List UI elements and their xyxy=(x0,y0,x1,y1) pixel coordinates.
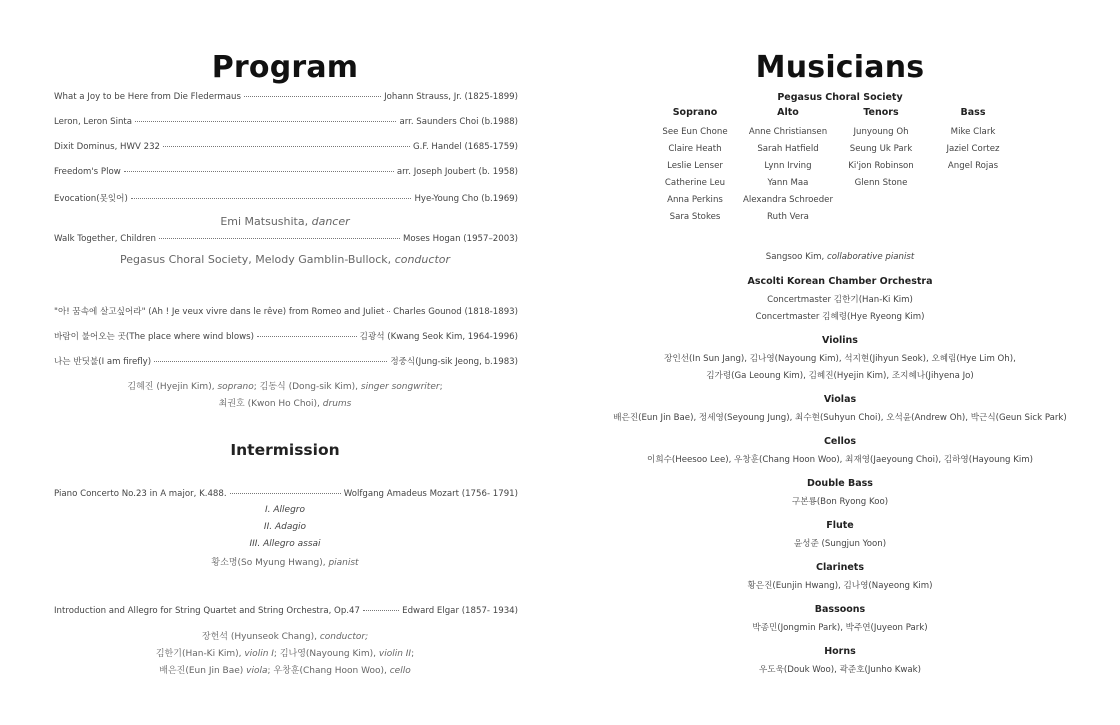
piece-title: 나는 반딧불(I am firefly) xyxy=(54,357,152,367)
program-item xyxy=(54,489,518,499)
intermission-heading: Intermission xyxy=(230,441,340,459)
performer-credit xyxy=(0,396,570,409)
performer-name: Sangsoo Kim, xyxy=(765,252,827,262)
section-heading-horns: Horns xyxy=(824,646,856,657)
performer-credit xyxy=(0,629,570,642)
singer-name: Anna Perkins xyxy=(667,195,723,205)
performer-role: conductor; xyxy=(319,632,369,642)
performer-name: ; 우창훈(Chang Hoon Woo), xyxy=(267,666,390,676)
singer-name: Angel Rojas xyxy=(947,161,999,171)
program-item xyxy=(54,234,518,244)
dot-leader xyxy=(159,237,400,239)
piece-composer: Edward Elgar (1857- 1934) xyxy=(402,606,518,616)
singer-name: Junyoung Oh xyxy=(853,127,909,137)
voice-part-heading: Bass xyxy=(960,107,986,118)
voice-part-heading: Tenors xyxy=(863,107,899,118)
performer-role: violin II xyxy=(378,649,412,659)
piece-composer: arr. Saunders Choi (b.1988) xyxy=(399,117,518,127)
performer-role: conductor xyxy=(394,253,451,266)
section-heading-violas: Violas xyxy=(823,394,857,405)
section-members: 구본룡(Bon Ryong Koo) xyxy=(791,497,889,507)
piece-composer: arr. Joseph Joubert (b. 1958) xyxy=(396,167,518,177)
concertmaster: Concertmaster 김혜령(Hye Ryeong Kim) xyxy=(755,312,925,322)
singer-name: Lynn Irving xyxy=(764,161,812,171)
movement: I. Allegro xyxy=(265,505,305,515)
program-item xyxy=(54,117,518,127)
piece-composer: Charles Gounod (1818-1893) xyxy=(393,307,518,317)
voice-parts xyxy=(580,107,1100,227)
program-item xyxy=(54,606,518,616)
performer-credit xyxy=(0,379,570,392)
voice-column-bass xyxy=(927,107,1019,175)
section-heading-flute: Flute xyxy=(826,520,854,531)
performer-role: singer songwriter xyxy=(360,382,440,392)
program-item xyxy=(54,142,518,152)
dot-leader xyxy=(131,197,412,199)
performer-name: ; 김동식 (Dong-sik Kim), xyxy=(253,382,361,392)
program-item xyxy=(54,355,518,367)
dot-leader xyxy=(124,170,394,172)
singer-name: Ruth Vera xyxy=(767,212,809,222)
section-members: 장인선(In Sun Jang), 김나영(Nayoung Kim), 석지현(Jihyun Seok), 오혜림(Hye Lim Oh), xyxy=(664,354,1016,364)
program-item xyxy=(54,192,518,204)
section-heading-violins: Violins xyxy=(822,335,858,346)
section-members: 이희수(Heesoo Lee), 우창훈(Chang Hoon Woo), 최재영(Jaeyoung Choi), 김하영(Hayoung Kim) xyxy=(647,455,1033,465)
piece-composer: G.F. Handel (1685-1759) xyxy=(413,142,518,152)
program-item xyxy=(54,167,518,177)
performer-name: Pegasus Choral Society, Melody Gamblin-Bullock, xyxy=(119,253,395,266)
voice-column-alto xyxy=(742,107,834,226)
singer-name: Ki'jon Robinson xyxy=(848,161,914,171)
performer-credit xyxy=(0,215,570,228)
section-members: 윤성준 (Sungjun Yoon) xyxy=(793,539,887,549)
piece-title: What a Joy to be Here from Die Fledermaus xyxy=(54,92,241,102)
performer-name: Emi Matsushita, xyxy=(220,215,312,228)
piece-title: 바람이 불어오는 곳(The place where wind blows) xyxy=(54,332,254,342)
section-members: 배은진(Eun Jin Bae), 정세영(Seyoung Jung), 최수현(Suhyun Choi), 오석윤(Andrew Oh), 박근식(Geun Sick Park) xyxy=(613,413,1067,423)
section-members: 황은진(Eunjin Hwang), 김나영(Nayeong Kim) xyxy=(747,581,933,591)
piece-title: Walk Together, Children xyxy=(54,234,156,244)
concertmaster: Concertmaster 김한기(Han-Ki Kim) xyxy=(767,295,913,305)
singer-name: See Eun Chone xyxy=(662,127,728,137)
voice-column-soprano xyxy=(649,107,741,226)
performer-name: 배은진(Eun Jin Bae) xyxy=(159,666,247,676)
dot-leader xyxy=(387,310,390,312)
program-item xyxy=(54,330,518,342)
piece-composer: Wolfgang Amadeus Mozart (1756- 1791) xyxy=(343,489,518,499)
piece-composer: Hye-Young Cho (b.1969) xyxy=(414,194,518,204)
performer-name: 최권호 (Kwon Ho Choi), xyxy=(218,399,323,409)
section-heading-clarinets: Clarinets xyxy=(816,562,864,573)
performer-role: drums xyxy=(322,399,352,409)
program-item xyxy=(54,305,518,317)
performer-role: cello xyxy=(389,666,411,676)
singer-name: Sara Stokes xyxy=(669,212,721,222)
piece-title: "아! 꿈속에 살고싶어라" (Ah ! Je veux vivre dans le rêve) from Romeo and Juliet xyxy=(54,307,385,317)
piece-title: Freedom's Plow xyxy=(54,167,121,177)
section-heading-cellos: Cellos xyxy=(823,436,857,447)
performer-role: violin I xyxy=(244,649,274,659)
performer-name: 김한기(Han-Ki Kim), xyxy=(155,649,245,659)
performer-credit xyxy=(0,663,570,676)
singer-name: Alexandra Schroeder xyxy=(743,195,833,205)
piece-composer: 정중식(Jung-sik Jeong, b.1983) xyxy=(390,357,518,367)
piece-composer: 김광석 (Kwang Seok Kim, 1964-1996) xyxy=(359,332,518,342)
dot-leader xyxy=(230,492,341,494)
singer-name: Anne Christiansen xyxy=(748,127,828,137)
singer-name: Leslie Lenser xyxy=(667,161,723,171)
movement: II. Adagio xyxy=(263,522,307,532)
singer-name: Glenn Stone xyxy=(854,178,908,188)
singer-name: Seung Uk Park xyxy=(849,144,913,154)
performer-credit xyxy=(0,646,570,659)
section-members: 박종민(Jongmin Park), 박주연(Juyeon Park) xyxy=(752,623,928,633)
piece-title: Leron, Leron Sinta xyxy=(54,117,133,127)
orchestra-name: Ascolti Korean Chamber Orchestra xyxy=(747,276,933,287)
performer-credit xyxy=(0,555,570,568)
section-members: 우도욱(Douk Woo), 곽준호(Junho Kwak) xyxy=(759,665,921,675)
singer-name: Claire Heath xyxy=(668,144,722,154)
piece-composer: Moses Hogan (1957–2003) xyxy=(402,234,518,244)
collaborative-pianist xyxy=(580,252,1100,262)
singer-name: Sarah Hatfield xyxy=(757,144,819,154)
musicians-title: Musicians xyxy=(755,50,925,85)
piece-title: Piano Concerto No.23 in A major, K.488. xyxy=(54,489,227,499)
musicians-page xyxy=(580,0,1120,725)
singer-name: Mike Clark xyxy=(950,127,996,137)
program-title: Program xyxy=(211,50,359,85)
singer-name: Catherine Leu xyxy=(664,178,726,188)
voice-column-tenors xyxy=(835,107,927,192)
piece-title: Introduction and Allegro for String Quartet and String Orchestra, Op.47 xyxy=(54,606,360,616)
voice-part-heading: Alto xyxy=(777,107,799,118)
section-heading-bassoons: Bassoons xyxy=(814,604,866,615)
dot-leader xyxy=(363,609,399,611)
performer-role: dancer xyxy=(311,215,350,228)
performer-role: collaborative pianist xyxy=(827,252,915,262)
section-heading-double-bass: Double Bass xyxy=(807,478,873,489)
movement: III. Allegro assai xyxy=(249,539,321,549)
piece-title: Evocation(못잊어) xyxy=(54,194,128,204)
performer-role: viola xyxy=(246,666,268,676)
dot-leader xyxy=(257,335,357,337)
separator: ; xyxy=(411,649,415,659)
performer-name: ; 김나영(Nayoung Kim), xyxy=(273,649,379,659)
program-item xyxy=(54,92,518,102)
voice-part-heading: Soprano xyxy=(672,107,718,118)
dot-leader xyxy=(154,360,387,362)
performer-role: pianist xyxy=(328,558,359,568)
dot-leader xyxy=(135,120,396,122)
piece-composer: Johann Strauss, Jr. (1825-1899) xyxy=(384,92,518,102)
separator: ; xyxy=(439,382,443,392)
singer-name: Jaziel Cortez xyxy=(946,144,1000,154)
choir-name: Pegasus Choral Society xyxy=(777,92,903,103)
performer-credit xyxy=(0,253,570,266)
performer-name: 황소명(So Myung Hwang), xyxy=(211,558,329,568)
dot-leader xyxy=(244,95,381,97)
performer-name: 장헌석 (Hyunseok Chang), xyxy=(201,632,320,642)
singer-name: Yann Maa xyxy=(767,178,809,188)
piece-title: Dixit Dominus, HWV 232 xyxy=(54,142,161,152)
dot-leader xyxy=(163,145,410,147)
performer-role: soprano xyxy=(217,382,254,392)
performer-name: 김혜진 (Hyejin Kim), xyxy=(127,382,218,392)
section-members: 김가령(Ga Leoung Kim), 김혜진(Hyejin Kim), 조지혜나(Jihyena Jo) xyxy=(706,371,974,381)
